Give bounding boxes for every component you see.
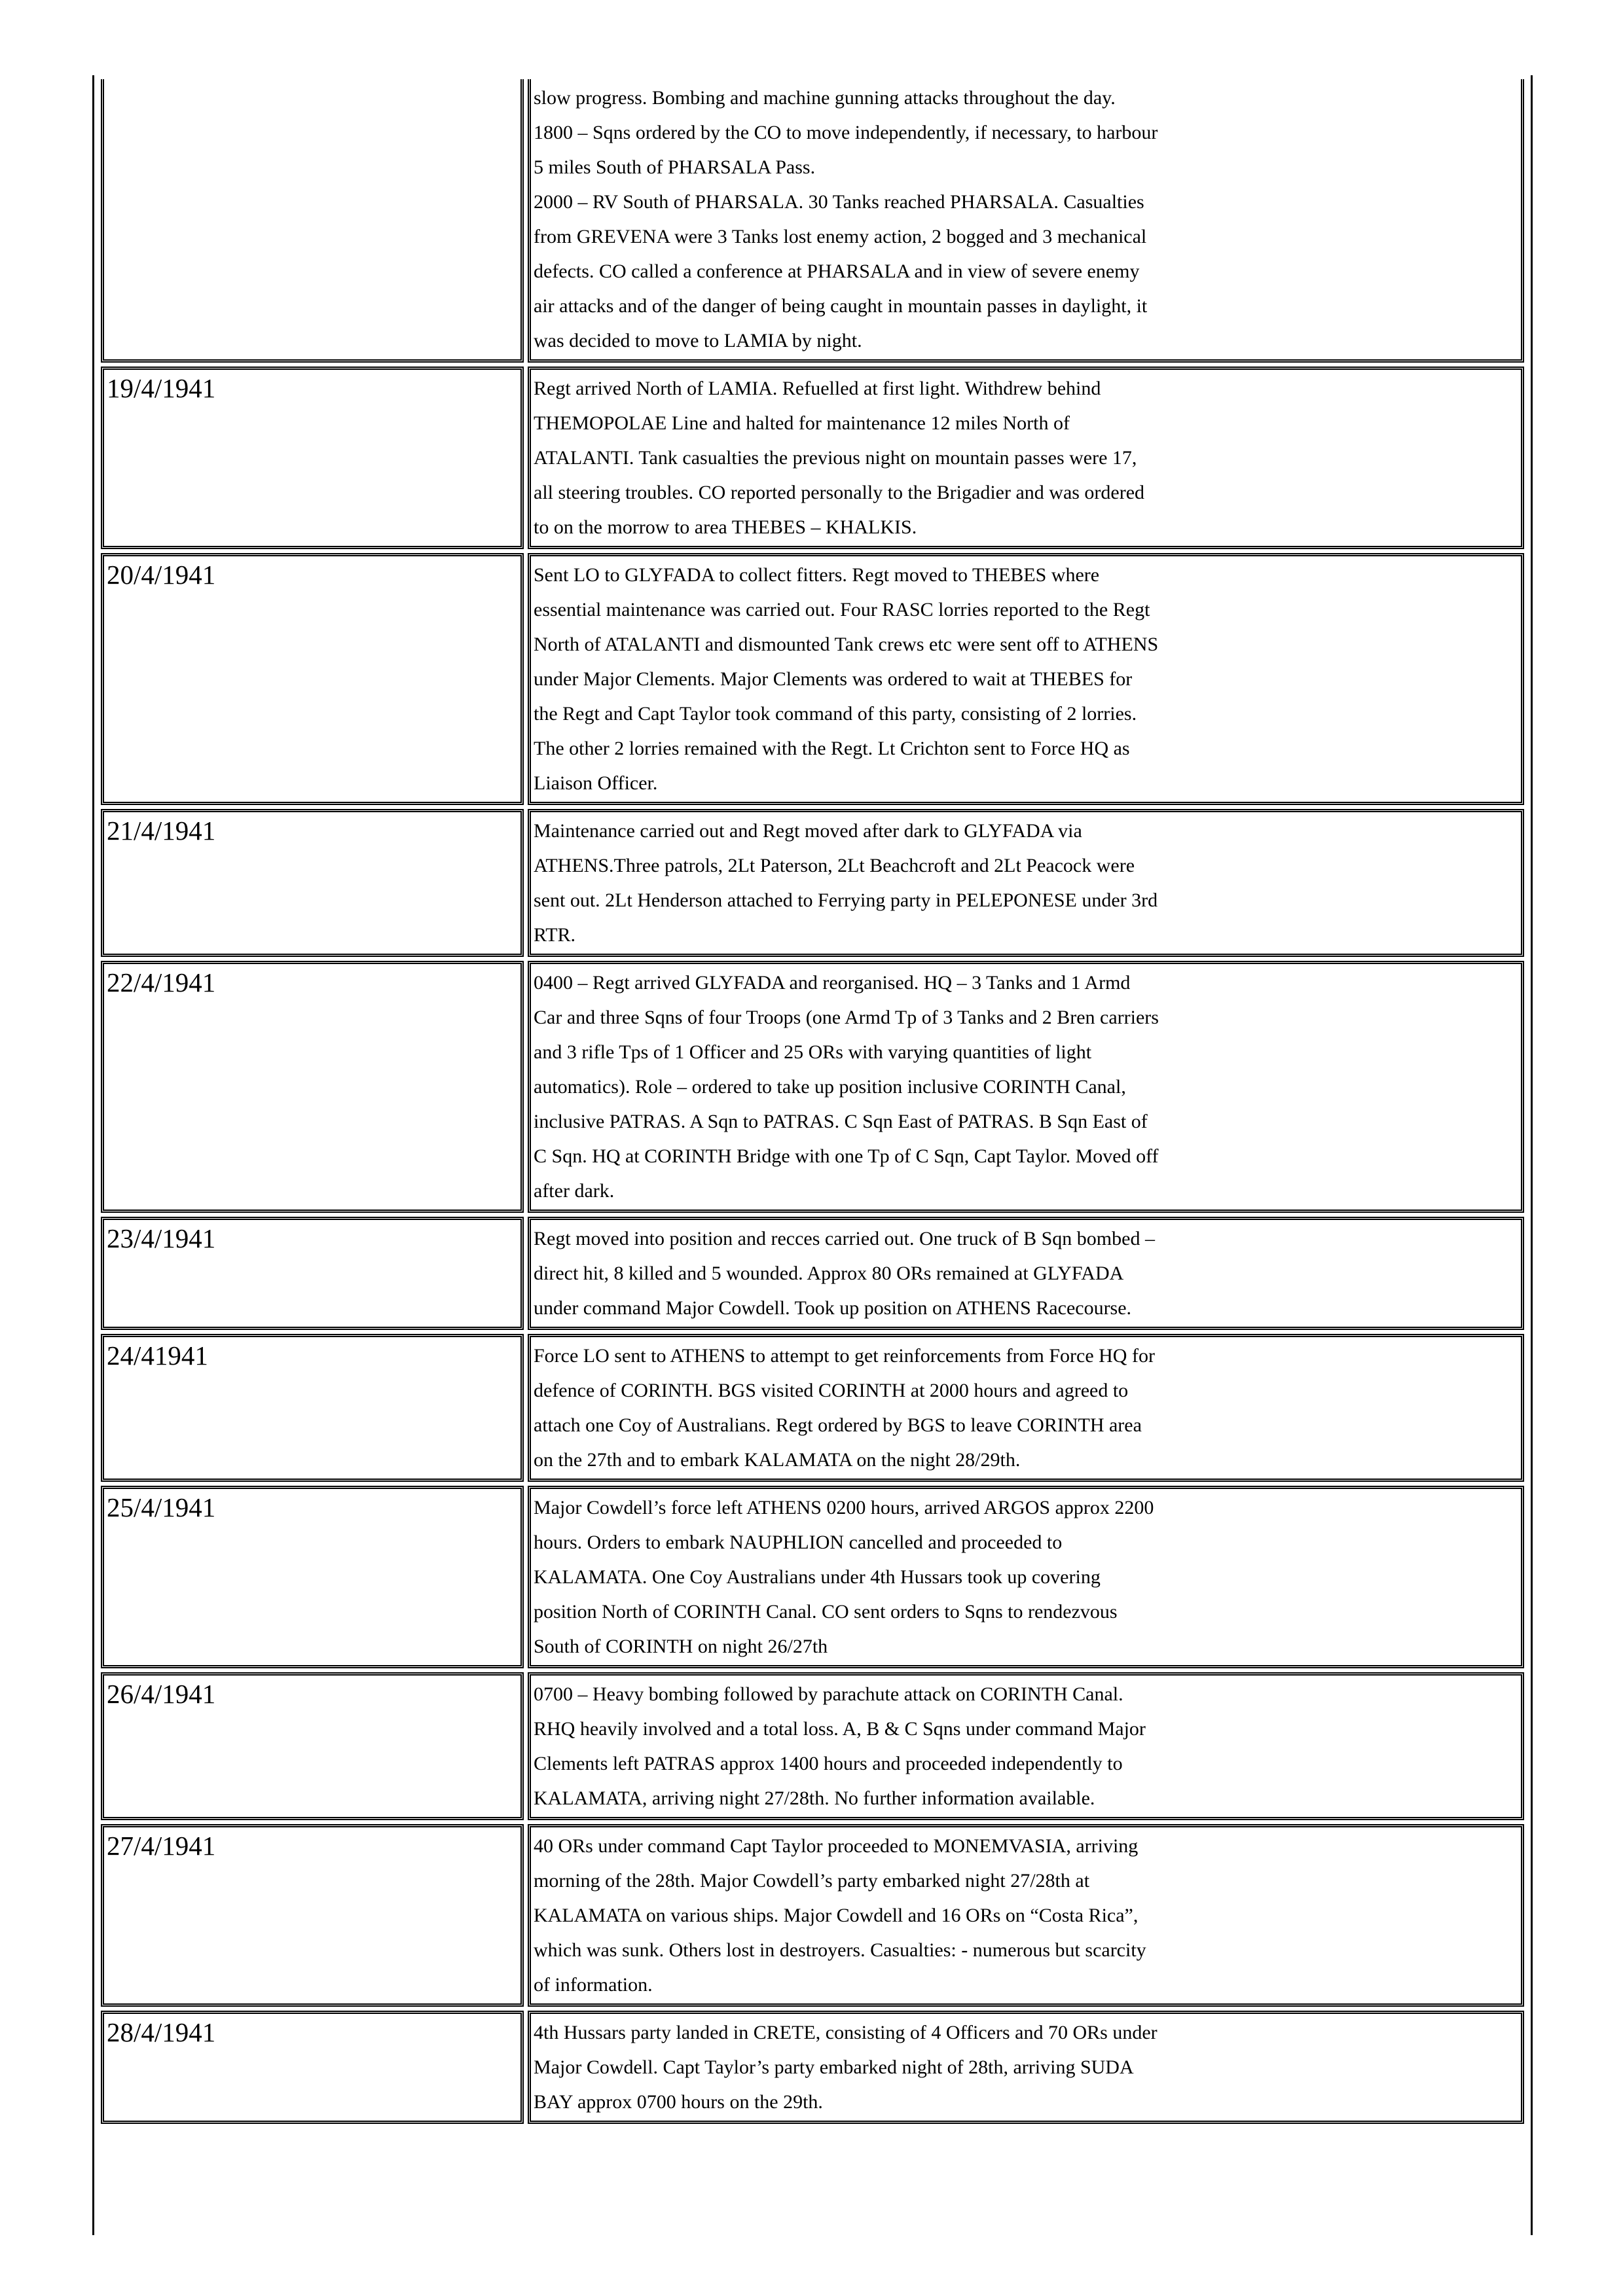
diary-date-cell: 20/4/1941 — [101, 553, 524, 805]
diary-entry-cell — [528, 1486, 1524, 1668]
war-diary-body — [101, 79, 1524, 2124]
diary-entry-line: BAY approx 0700 hours on the 29th. — [534, 2091, 823, 2113]
diary-entry-line: automatics). Role – ordered to take up position inclusive CORINTH Canal, — [534, 1076, 1126, 1098]
diary-entry-line: Regt arrived North of LAMIA. Refuelled at first light. Withdrew behind — [534, 378, 1101, 399]
diary-entry-line: slow progress. Bombing and machine gunning attacks throughout the day. — [534, 87, 1116, 109]
diary-row — [101, 1334, 1524, 1482]
diary-date-cell: 26/4/1941 — [101, 1672, 524, 1820]
war-diary-table-container — [97, 75, 1528, 2128]
diary-entry-line: THEMOPOLAE Line and halted for maintenance 12 miles North of — [534, 412, 1070, 434]
diary-entry-line: Maintenance carried out and Regt moved after dark to GLYFADA via — [534, 820, 1082, 842]
diary-entry-cell — [528, 367, 1524, 549]
diary-entry-line: KALAMATA. One Coy Australians under 4th Hussars took up covering — [534, 1566, 1101, 1588]
right-page-rule — [1531, 75, 1533, 2235]
diary-entry-line: of information. — [534, 1974, 653, 1996]
diary-entry-line: on the 27th and to embark KALAMATA on the night 28/29th. — [534, 1449, 1021, 1471]
diary-row — [101, 553, 1524, 805]
diary-entry-line: inclusive PATRAS. A Sqn to PATRAS. C Sqn East of PATRAS. B Sqn East of — [534, 1111, 1148, 1132]
diary-entry-line: 40 ORs under command Capt Taylor proceeded to MONEMVASIA, arriving — [534, 1835, 1139, 1857]
diary-entry-line: morning of the 28th. Major Cowdell’s party embarked night 27/28th at — [534, 1870, 1090, 1892]
diary-entry-line: The other 2 lorries remained with the Regt. Lt Crichton sent to Force HQ as — [534, 738, 1130, 759]
diary-entry-line: C Sqn. HQ at CORINTH Bridge with one Tp of C Sqn, Capt Taylor. Moved off — [534, 1145, 1159, 1167]
diary-entry-line: 0700 – Heavy bombing followed by parachute attack on CORINTH Canal. — [534, 1683, 1123, 1705]
diary-date-cell: 19/4/1941 — [101, 367, 524, 549]
diary-date-cell: 23/4/1941 — [101, 1217, 524, 1330]
left-page-rule — [92, 75, 94, 2235]
diary-entry-line: attach one Coy of Australians. Regt ordered by BGS to leave CORINTH area — [534, 1414, 1142, 1436]
diary-entry-line: 0400 – Regt arrived GLYFADA and reorganised. HQ – 3 Tanks and 1 Armd — [534, 972, 1131, 994]
diary-entry-line: Major Cowdell’s force left ATHENS 0200 hours, arrived ARGOS approx 2200 — [534, 1497, 1154, 1518]
diary-entry-cell — [528, 1334, 1524, 1482]
diary-entry-line: after dark. — [534, 1180, 615, 1202]
diary-entry-line: KALAMATA, arriving night 27/28th. No further information available. — [534, 1787, 1095, 1809]
diary-entry-line: hours. Orders to embark NAUPHLION cancelled and proceeded to — [534, 1532, 1063, 1553]
diary-entry-line: 4th Hussars party landed in CRETE, consisting of 4 Officers and 70 ORs under — [534, 2022, 1158, 2043]
diary-entry-line: direct hit, 8 killed and 5 wounded. Approx 80 ORs remained at GLYFADA — [534, 1263, 1124, 1284]
diary-date-cell — [101, 79, 524, 363]
diary-entry-line: which was sunk. Others lost in destroyers. Casualties: - numerous but scarcity — [534, 1939, 1146, 1961]
diary-row — [101, 367, 1524, 549]
diary-entry-line: Force LO sent to ATHENS to attempt to get reinforcements from Force HQ for — [534, 1345, 1155, 1367]
diary-row — [101, 2011, 1524, 2124]
diary-entry-line: was decided to move to LAMIA by night. — [534, 330, 862, 351]
diary-entry-cell — [528, 961, 1524, 1213]
diary-entry-cell — [528, 553, 1524, 805]
diary-row — [101, 1486, 1524, 1668]
diary-entry-line: RHQ heavily involved and a total loss. A, B & C Sqns under command Major — [534, 1718, 1146, 1740]
diary-entry-line: all steering troubles. CO reported personally to the Brigadier and was ordered — [534, 482, 1145, 503]
diary-date-cell: 28/4/1941 — [101, 2011, 524, 2124]
diary-row — [101, 1217, 1524, 1330]
diary-entry-line: Clements left PATRAS approx 1400 hours and proceeded independently to — [534, 1753, 1123, 1774]
diary-date-cell: 24/41941 — [101, 1334, 524, 1482]
diary-entry-cell — [528, 1672, 1524, 1820]
diary-entry-line: Sent LO to GLYFADA to collect fitters. Regt moved to THEBES where — [534, 564, 1100, 586]
diary-entry-line: air attacks and of the danger of being caught in mountain passes in daylight, it — [534, 295, 1148, 317]
diary-date-cell: 25/4/1941 — [101, 1486, 524, 1668]
diary-row — [101, 961, 1524, 1213]
diary-entry-line: from GREVENA were 3 Tanks lost enemy action, 2 bogged and 3 mechanical — [534, 226, 1147, 247]
diary-date-cell: 21/4/1941 — [101, 809, 524, 957]
diary-entry-line: Liaison Officer. — [534, 772, 658, 794]
diary-entry-line: 5 miles South of PHARSALA Pass. — [534, 156, 816, 178]
diary-entry-line: under Major Clements. Major Clements was ordered to wait at THEBES for — [534, 668, 1133, 690]
diary-entry-line: Regt moved into position and recces carried out. One truck of B Sqn bombed – — [534, 1228, 1155, 1249]
diary-entry-line: 1800 – Sqns ordered by the CO to move independently, if necessary, to harbour — [534, 122, 1158, 143]
diary-entry-cell — [528, 79, 1524, 363]
diary-entry-cell — [528, 1217, 1524, 1330]
diary-entry-line: essential maintenance was carried out. Four RASC lorries reported to the Regt — [534, 599, 1150, 620]
diary-entry-line: Car and three Sqns of four Troops (one Armd Tp of 3 Tanks and 2 Bren carriers — [534, 1007, 1159, 1028]
diary-entry-cell — [528, 2011, 1524, 2124]
diary-entry-cell — [528, 809, 1524, 957]
diary-entry-line: defence of CORINTH. BGS visited CORINTH at 2000 hours and agreed to — [534, 1380, 1129, 1401]
diary-entry-line: Major Cowdell. Capt Taylor’s party embarked night of 28th, arriving SUDA — [534, 2056, 1134, 2078]
war-diary-table — [97, 75, 1528, 2128]
diary-entry-line: North of ATALANTI and dismounted Tank crews etc were sent off to ATHENS — [534, 634, 1159, 655]
diary-entry-line: defects. CO called a conference at PHARSALA and in view of severe enemy — [534, 260, 1140, 282]
diary-entry-line: and 3 rifle Tps of 1 Officer and 25 ORs with varying quantities of light — [534, 1041, 1092, 1063]
diary-entry-line: position North of CORINTH Canal. CO sent orders to Sqns to rendezvous — [534, 1601, 1118, 1623]
diary-date-cell: 27/4/1941 — [101, 1824, 524, 2007]
diary-entry-line: South of CORINTH on night 26/27th — [534, 1636, 828, 1657]
diary-entry-cell — [528, 1824, 1524, 2007]
diary-entry-line: to on the morrow to area THEBES – KHALKIS. — [534, 516, 917, 538]
diary-row — [101, 809, 1524, 957]
diary-entry-line: ATHENS.Three patrols, 2Lt Paterson, 2Lt Beachcroft and 2Lt Peacock were — [534, 855, 1135, 876]
diary-entry-line: under command Major Cowdell. Took up position on ATHENS Racecourse. — [534, 1297, 1132, 1319]
diary-row — [101, 1824, 1524, 2007]
diary-entry-line: ATALANTI. Tank casualties the previous night on mountain passes were 17, — [534, 447, 1137, 469]
diary-entry-line: sent out. 2Lt Henderson attached to Ferrying party in PELEPONESE under 3rd — [534, 889, 1158, 911]
diary-row — [101, 1672, 1524, 1820]
diary-entry-line: RTR. — [534, 924, 576, 946]
diary-entry-line: 2000 – RV South of PHARSALA. 30 Tanks reached PHARSALA. Casualties — [534, 191, 1144, 213]
diary-entry-line: the Regt and Capt Taylor took command of this party, consisting of 2 lorries. — [534, 703, 1137, 725]
diary-entry-line: KALAMATA on various ships. Major Cowdell and 16 ORs on “Costa Rica”, — [534, 1905, 1139, 1926]
diary-row — [101, 79, 1524, 363]
diary-date-cell: 22/4/1941 — [101, 961, 524, 1213]
